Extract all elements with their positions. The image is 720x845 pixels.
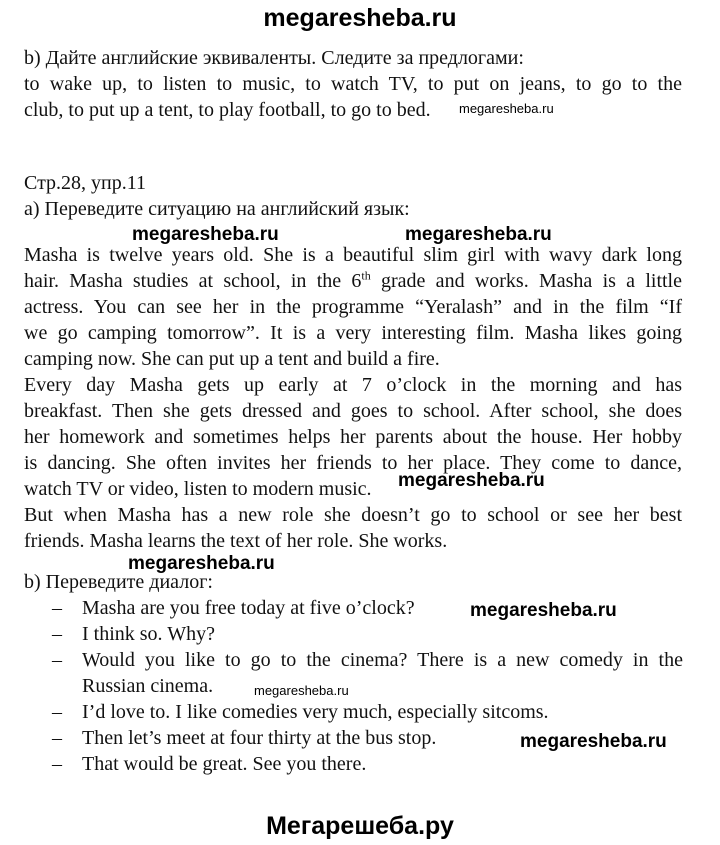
exercise-b1-instruction: b) Дайте английские эквиваленты. Следите за предлогами: [24, 47, 524, 69]
paragraph-line: actress. You can see her in the programme “Yeralash” and in the film “If [24, 296, 682, 318]
watermark: megaresheba.ru [405, 224, 552, 245]
dialogue-line-continued: Russian cinema. [82, 675, 214, 697]
exercise-b2-instruction: b) Переведите диалог: [24, 571, 213, 593]
exercise-b1-line-2: club, to put up a tent, to play football, to go to bed. [24, 99, 431, 121]
dialogue-line: Masha are you free today at five o’clock? [82, 597, 415, 619]
paragraph-line: we go camping tomorrow”. It is a very interesting film. Masha likes going [24, 322, 682, 344]
watermark: megaresheba.ru [132, 224, 279, 245]
dialogue-dash: – [52, 649, 62, 671]
exercise-b1-line-1: to wake up, to listen to music, to watch TV, to put on jeans, to go to the [24, 73, 682, 95]
watermark: megaresheba.ru [470, 600, 617, 621]
paragraph-line: friends. Masha learns the text of her role. She works. [24, 530, 448, 552]
dialogue-line: I’d love to. I like comedies very much, especially sitcoms. [82, 701, 549, 723]
page-footer: Мегарешеба.ру [266, 812, 454, 840]
dialogue-line: That would be great. See you there. [82, 753, 367, 775]
paragraph-line: Every day Masha gets up early at 7 o’clock in the morning and has [24, 374, 682, 396]
dialogue-dash: – [52, 701, 62, 723]
paragraph-line: breakfast. Then she gets dressed and goes to school. After school, she does [24, 400, 682, 422]
paragraph-line: her homework and sometimes helps her parents about the house. Her hobby [24, 426, 682, 448]
dialogue-dash: – [52, 753, 62, 775]
dialogue-line: I think so. Why? [82, 623, 215, 645]
exercise-a-instruction: a) Переведите ситуацию на английский язык: [24, 198, 410, 220]
paragraph-line: But when Masha has a new role she doesn’t go to school or see her best [24, 504, 682, 526]
watermark: megaresheba.ru [254, 683, 349, 698]
paragraph-line: hair. Masha studies at school, in the 6th grade and works. Masha is a little [24, 268, 682, 292]
paragraph-line: camping now. She can put up a tent and build a fire. [24, 348, 440, 370]
watermark: megaresheba.ru [459, 101, 554, 116]
dialogue-dash: – [52, 623, 62, 645]
exercise-reference: Стр.28, упр.11 [24, 172, 147, 194]
watermark: megaresheba.ru [128, 553, 275, 574]
superscript: th [361, 268, 371, 283]
dialogue-line: Then let’s meet at four thirty at the bus stop. [82, 727, 437, 749]
paragraph-line: Masha is twelve years old. She is a beautiful slim girl with wavy dark long [24, 244, 682, 266]
watermark: megaresheba.ru [520, 731, 667, 752]
paragraph-line: is dancing. She often invites her friends to her place. They come to dance, [24, 452, 682, 474]
watermark: megaresheba.ru [398, 470, 545, 491]
paragraph-line: watch TV or video, listen to modern music. [24, 478, 372, 500]
dialogue-dash: – [52, 597, 62, 619]
page-header: megaresheba.ru [263, 4, 457, 32]
dialogue-line: Would you like to go to the cinema? There is a new comedy in the [82, 649, 683, 671]
dialogue-dash: – [52, 727, 62, 749]
